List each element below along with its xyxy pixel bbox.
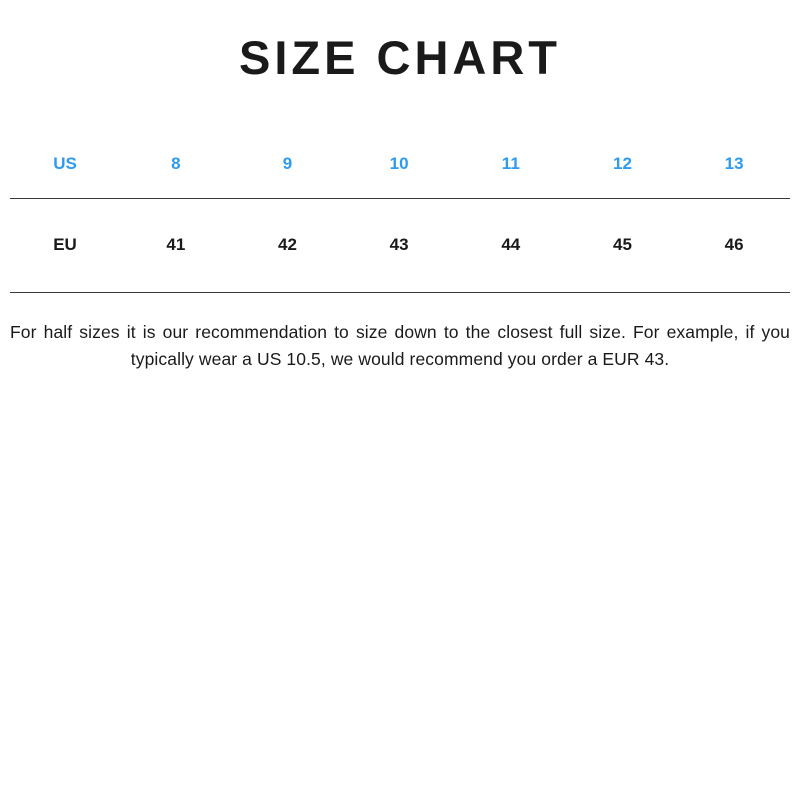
cell-eu-44: 44: [501, 235, 521, 255]
cell-us-13: 13: [724, 153, 744, 173]
page-title: SIZE CHART: [239, 31, 561, 84]
cell-us-11: 11: [501, 153, 520, 173]
sizing-note: For half sizes it is our recommendation to size down to the closest full size. For example, if you typically wear a US 10.5, we would recommend you order a EUR 43.: [10, 321, 790, 369]
cell-eu-46: 46: [724, 235, 744, 255]
size-chart-table-wrapper: [0, 130, 800, 293]
size-chart-table: [10, 130, 790, 293]
cell-us-8: 8: [171, 153, 181, 173]
table-row-us: [10, 130, 790, 199]
cell-us-12: 12: [612, 153, 632, 173]
table-row-eu: [10, 198, 790, 292]
cell-us-9: 9: [282, 153, 293, 173]
cell-eu-42: 42: [278, 235, 297, 255]
row-label-eu: EU: [53, 235, 77, 255]
row-label-us: US: [53, 153, 77, 173]
cell-eu-43: 43: [389, 235, 409, 255]
cell-us-10: 10: [389, 153, 409, 173]
cell-eu-41: 41: [166, 235, 186, 255]
cell-eu-45: 45: [612, 235, 632, 255]
